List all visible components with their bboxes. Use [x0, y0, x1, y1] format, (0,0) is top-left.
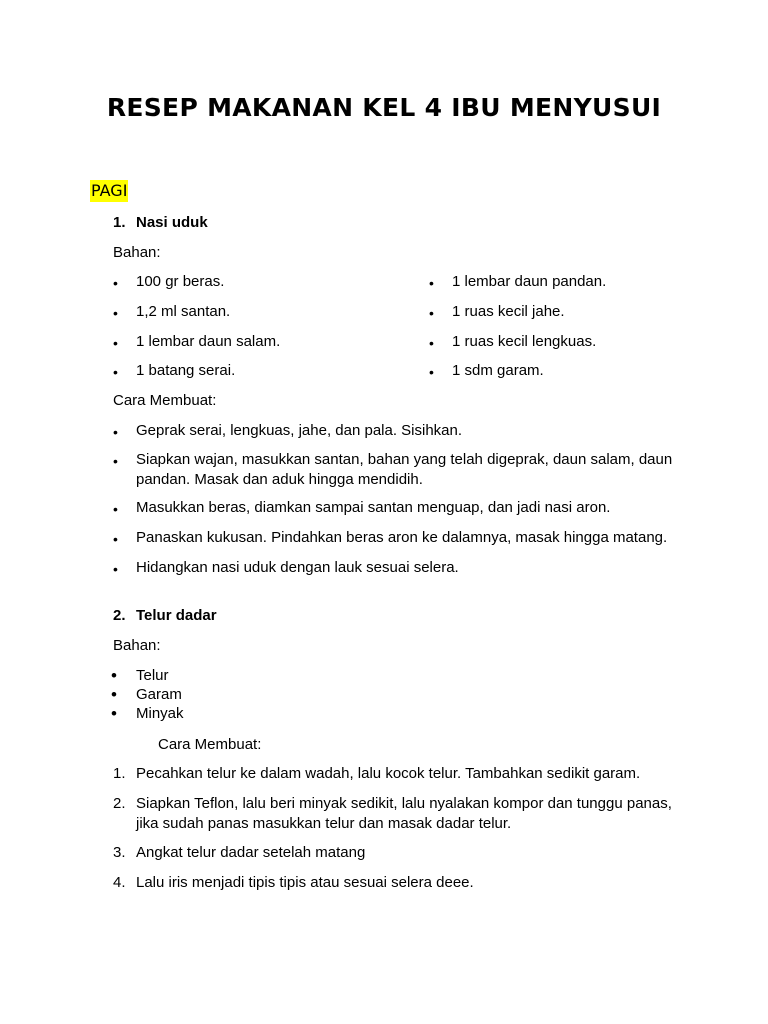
- bullet-icon: •: [111, 704, 117, 723]
- step-number: 3.: [113, 844, 126, 861]
- bullet-icon: •: [113, 335, 118, 351]
- step-item: Angkat telur dadar setelah matang: [136, 844, 366, 861]
- recipe-2-name: Telur dadar: [136, 607, 217, 624]
- recipe-2-number: 2.: [113, 607, 126, 624]
- bullet-icon: •: [111, 685, 117, 704]
- ingredient-item: 1 lembar daun salam.: [136, 333, 281, 350]
- bullet-icon: •: [113, 531, 118, 547]
- bullet-icon: •: [113, 364, 118, 380]
- step-number: 1.: [113, 765, 126, 782]
- ingredient-item: 1 ruas kecil lengkuas.: [452, 333, 597, 350]
- bullet-icon: •: [429, 335, 434, 351]
- bullet-icon: •: [113, 424, 118, 440]
- ingredient-item: 1 batang serai.: [136, 362, 236, 379]
- step-item: Pecahkan telur ke dalam wadah, lalu kocok telur. Tambahkan sedikit garam.: [136, 765, 641, 782]
- step-item: Siapkan Teflon, lalu beri minyak sedikit, lalu nyalakan kompor dan tunggu panas, jika sudah panas masukkan telur dan masak dadar telur.: [136, 795, 672, 832]
- recipe-1-number: 1.: [113, 214, 126, 231]
- ingredient-item: Telur: [136, 667, 169, 684]
- ingredient-item: 1,2 ml santan.: [136, 303, 231, 320]
- bullet-icon: •: [113, 275, 118, 291]
- step-item: Lalu iris menjadi tipis tipis atau sesuai selera deee.: [136, 874, 474, 891]
- ingredient-item: Minyak: [136, 705, 184, 722]
- document-title: RESEP MAKANAN KEL 4 IBU MENYUSUI: [106, 93, 662, 122]
- recipe-1-bahan-label: Bahan:: [113, 244, 161, 261]
- bullet-icon: •: [111, 666, 117, 685]
- bullet-icon: •: [429, 305, 434, 321]
- recipe-2-bahan-label: Bahan:: [113, 637, 161, 654]
- bullet-icon: •: [429, 364, 434, 380]
- step-item: Siapkan wajan, masukkan santan, bahan yang telah digeprak, daun salam, daun pandan. Masak dan aduk hingga mendidih.: [136, 451, 673, 488]
- section-label-pagi: PAGI: [91, 181, 128, 200]
- bullet-icon: •: [113, 305, 118, 321]
- step-item: Hidangkan nasi uduk dengan lauk sesuai selera.: [136, 559, 459, 576]
- step-item: Panaskan kukusan. Pindahkan beras aron ke dalamnya, masak hingga matang.: [136, 529, 668, 546]
- bullet-icon: •: [113, 453, 118, 469]
- ingredient-item: 100 gr beras.: [136, 273, 225, 290]
- step-item: Geprak serai, lengkuas, jahe, dan pala. Sisihkan.: [136, 422, 463, 439]
- recipe-1-name: Nasi uduk: [136, 214, 208, 231]
- bullet-icon: •: [429, 275, 434, 291]
- ingredient-item: 1 lembar daun pandan.: [452, 273, 607, 290]
- recipe-2-cara-label: Cara Membuat:: [158, 736, 262, 753]
- ingredient-item: 1 sdm garam.: [452, 362, 544, 379]
- recipe-1-cara-label: Cara Membuat:: [113, 392, 217, 409]
- bullet-icon: •: [113, 561, 118, 577]
- ingredient-item: Garam: [136, 686, 182, 703]
- step-item: Masukkan beras, diamkan sampai santan menguap, dan jadi nasi aron.: [136, 499, 611, 516]
- bullet-icon: •: [113, 501, 118, 517]
- step-number: 2.: [113, 795, 126, 812]
- ingredient-item: 1 ruas kecil jahe.: [452, 303, 565, 320]
- step-number: 4.: [113, 874, 126, 891]
